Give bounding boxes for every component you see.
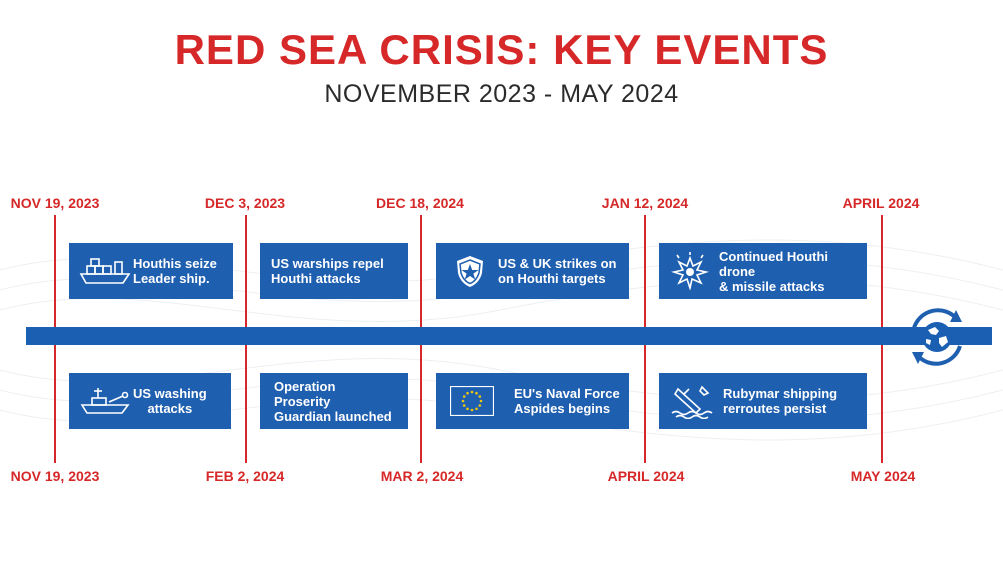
warship-icon — [77, 385, 133, 417]
event-card-houthis-seize — [69, 243, 233, 299]
top-date-4: JAN 12, 2024 — [601, 195, 689, 211]
event-text: US warships repel Houthi attacks — [271, 256, 384, 286]
event-text: Rubymar shipping rerroutes persist — [723, 386, 838, 416]
top-date-5: APRIL 2024 — [842, 195, 920, 211]
event-card-us-washing — [69, 373, 231, 429]
event-text: US washing attacks — [133, 386, 207, 416]
top-date-2: DEC 3, 2023 — [204, 195, 286, 211]
event-text: Operation Proserity Guardian launched — [274, 378, 392, 424]
event-text: US & UK strikes on on Houthi targets — [498, 256, 617, 286]
page-subtitle: NOVEMBER 2023 - MAY 2024 — [324, 80, 679, 108]
event-text: Houthis seize Leader ship. — [133, 256, 217, 286]
bottom-date-5: MAY 2024 — [850, 468, 916, 484]
page-title: RED SEA CRISIS: KEY EVENTS — [174, 26, 829, 73]
bottom-date-1: NOV 19, 2023 — [10, 468, 100, 484]
event-text: EU's Naval Force Aspides begins — [514, 386, 620, 416]
top-date-1: NOV 19, 2023 — [10, 195, 100, 211]
event-card-operation-prosperity — [260, 373, 408, 429]
eu-flag-icon — [448, 386, 496, 416]
event-text: Continued Houthi drone & missile attacks — [719, 248, 829, 294]
bottom-date-2: FEB 2, 2024 — [205, 468, 285, 484]
event-card-continued-attacks — [659, 243, 867, 299]
bottom-date-3: MAR 2, 2024 — [380, 468, 464, 484]
timeline-band — [26, 327, 992, 345]
globe-refresh-icon — [906, 306, 968, 368]
event-card-us-uk-strikes — [436, 243, 629, 299]
event-card-us-warships — [260, 243, 408, 299]
bottom-date-4: APRIL 2024 — [607, 468, 685, 484]
event-card-eu-naval-force — [436, 373, 629, 429]
event-card-rubymar — [659, 373, 867, 429]
explosion-icon — [665, 252, 715, 290]
top-date-3: DEC 18, 2024 — [376, 195, 464, 211]
sinking-ship-icon — [665, 383, 719, 419]
cargo-ship-icon — [77, 256, 133, 286]
shield-star-icon — [448, 254, 492, 288]
